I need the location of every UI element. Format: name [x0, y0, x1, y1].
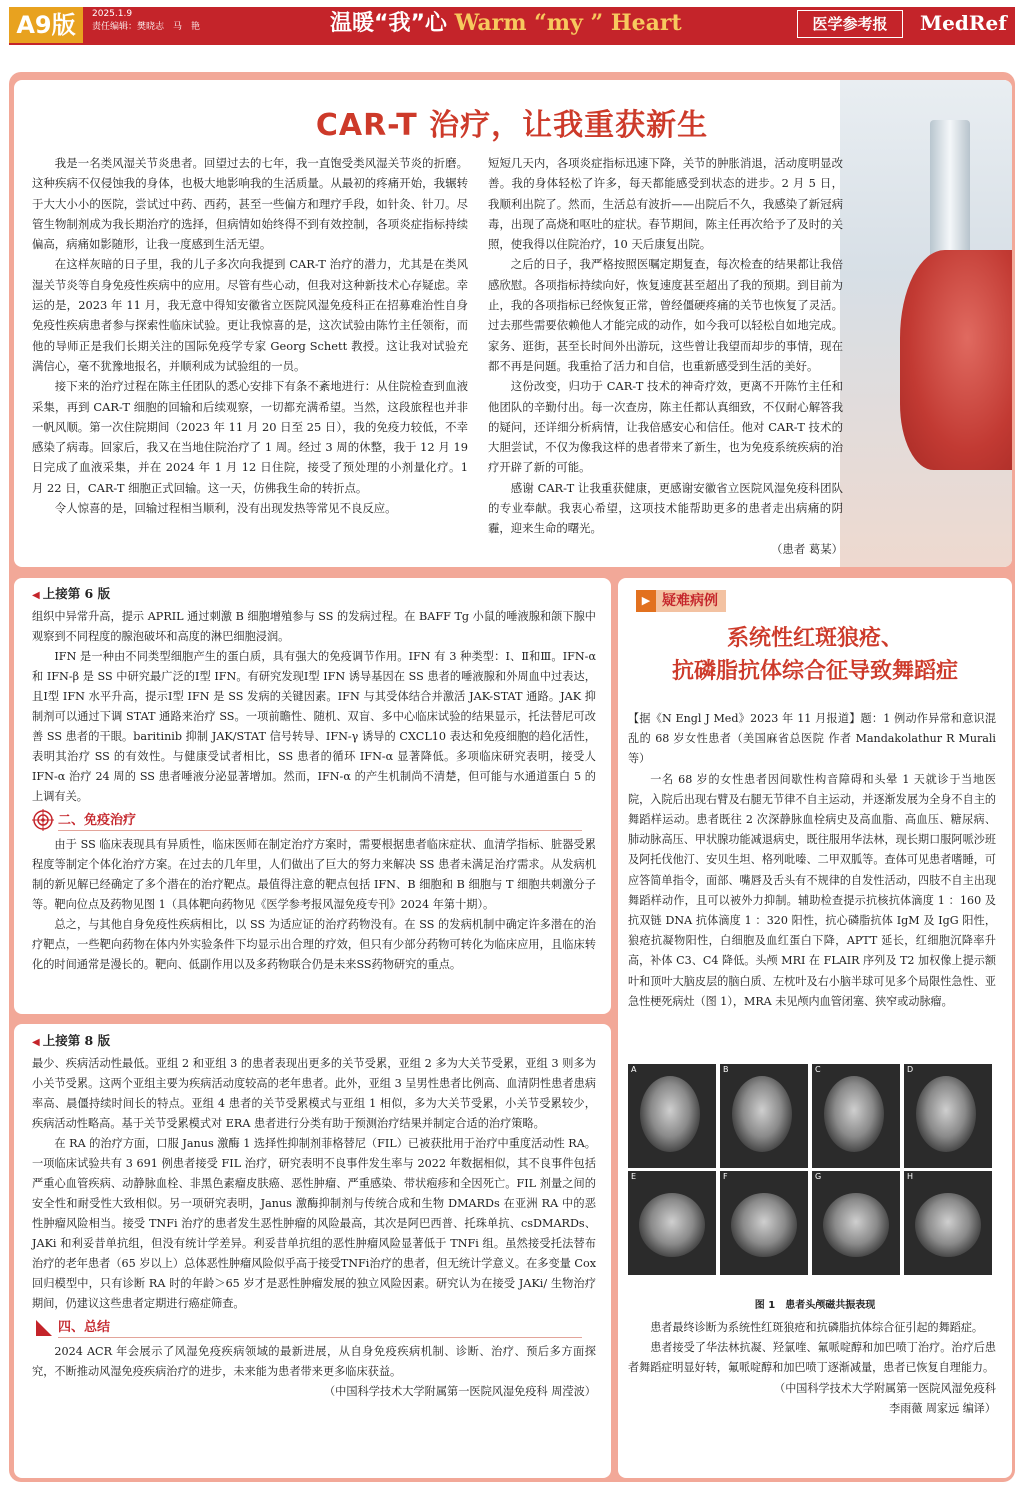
- mri-panel-label: H: [907, 1172, 914, 1181]
- section-heading: [32, 1316, 596, 1340]
- mri-panel-label: D: [907, 1065, 914, 1074]
- section-divider: [58, 830, 582, 831]
- article1-right-column: [488, 153, 843, 559]
- editors: 责任编辑：樊晓志 马 艳: [92, 22, 201, 32]
- mri-panel: [904, 1064, 992, 1168]
- paragraph: 患者最终诊断为系统性红斑狼疮和抗磷脂抗体综合征引起的舞蹈症。: [650, 1321, 984, 1334]
- mri-panel: [720, 1064, 808, 1168]
- paragraph: 令人惊喜的是，回输过程相当顺利，没有出现发热等常见不良反应。: [54, 501, 397, 516]
- brain-scan-image: [732, 1076, 792, 1152]
- mri-panel: [812, 1171, 900, 1275]
- article2-body: [32, 584, 596, 975]
- mri-panel: [628, 1064, 716, 1168]
- case-tag-label: 疑难病例: [662, 593, 718, 609]
- section-heading: [32, 809, 596, 833]
- case-title-line1: 系统性红斑狼疮、: [726, 626, 903, 651]
- mri-panel: [904, 1171, 992, 1275]
- case-title: [618, 622, 1012, 688]
- brain-scan-image: [916, 1076, 976, 1152]
- paragraph: 一名 68 岁的女性患者因间歇性构音障碍和头晕 1 天就诊于当地医院，入院后出现右臂及右腿无节律不自主运动，并逐渐发展为全身不自主的舞蹈样运动。患者既往 2 次深静脉血栓病史及高血脂、高血压、糖尿病、肺动脉高压、甲状腺功能减退病史，既往服用华法林，现长期口服阿哌沙班及阿托伐他汀、安贝生坦、格列吡嗪、二甲双胍等。查体可见患者嗜睡，可应答简单指令，面部、嘴唇及舌头有不规律的自发性活动，四肢不自主出现舞蹈样动作，且可以被外力抑制。辅助检查提示抗核抗体滴度 1 ：160 及抗双链 DNA 抗体滴度 1 ：320 阳性，抗心磷脂抗体 IgM 及 IgG 阳性，狼疮抗凝物阳性，白细胞及血红蛋白下降，APTT 延长，红细胞沉降率升高，补体 C3、C4 降低。头颅 MRI 在 FLAIR 序列及 T2 加权像上提示额叶和顶叶大脑皮层的脑白质、左枕叶及右小脑半球可见多个局限性急性、亚急性梗死病灶（图 1），MRA 未见颅内血管闭塞、狭窄或动脉瘤。: [628, 772, 996, 1008]
- mri-panel: [720, 1171, 808, 1275]
- column-title-cn: 温暖“我”心: [330, 11, 455, 36]
- paragraph: 这份改变，归功于 CAR-T 技术的神奇疗效，更离不开陈竹主任和他团队的辛勤付出。每一次查房，陈主任都认真细致，不仅耐心解答我的疑问，还详细分析病情，让我倍感安心和信任。他对 CAR-T 技术的大胆尝试，不仅为像我这样的患者带来了新生，也为免疫系统疾病的治疗开辟了新的可能。: [488, 379, 843, 475]
- section-divider: [58, 1337, 582, 1338]
- paragraph: 感谢 CAR-T 让我重获健康，更感谢安徽省立医院风湿免疫科团队的专业奉献。我衷心希望，这项技术能帮助更多的患者走出病痛的阴霾，迎来生命的曙光。: [488, 480, 843, 536]
- case-tag: [636, 590, 726, 612]
- brain-scan-image: [915, 1193, 981, 1257]
- article-title: CAR-T 治疗，让我重获新生: [315, 108, 709, 143]
- paragraph: 在这样灰暗的日子里，我的儿子多次向我提到 CAR-T 治疗的潜力，尤其是在类风湿关节炎等自身免疫性疾病中的应用。尽管有些心动，但我对这种新技术心存疑虑。幸运的是，2023 年 11 月，我无意中得知安徽省立医院风湿免疫科正在招募难治性自身免疫性疾病患者参与探索性临床试验。更让我惊喜的是，这次试验由陈竹主任领衔，而他的导师正是我们长期关注的国际免疫学专家 Georg Schett 教授。这让我对试验充满信心，毫不犹豫地报名，并顺利成为试验组的一员。: [32, 257, 468, 373]
- figure-caption: 图 1 患者头颅磁共振表现: [754, 1300, 876, 1311]
- page-badge: A9版: [9, 7, 83, 43]
- article1-left-column: [32, 153, 468, 518]
- brain-scan-image: [824, 1076, 884, 1152]
- mri-panel-label: F: [723, 1172, 728, 1181]
- mri-panel-label: A: [631, 1065, 637, 1074]
- paragraph: 2024 ACR 年会展示了风湿免疫疾病领域的最新进展，从自身免疫疾病机制、诊断、治疗、预后多方面探究，不断推动风湿免疫疾病治疗的进步，未来能为患者带来更多临床获益。: [32, 1345, 596, 1378]
- publication-logo: MedRef: [920, 11, 1007, 35]
- paragraph: 患者接受了华法林抗凝、羟氯喹、氟哌啶醇和加巴喷丁治疗。治疗后患者舞蹈症明显好转，氟哌啶醇和加巴喷丁逐渐减量，患者已恢复自理能力。: [628, 1341, 996, 1375]
- mri-panel: [812, 1064, 900, 1168]
- column-title-en: Warm “my ” Heart: [454, 10, 682, 36]
- publication-name: 医学参考报: [797, 10, 903, 38]
- brain-scan-image: [640, 1076, 700, 1152]
- mri-panel-label: G: [815, 1172, 822, 1181]
- case-title-line2: 抗磷脂抗体综合征导致舞蹈症: [671, 659, 958, 684]
- issue-date: 2025.1.9: [92, 9, 133, 19]
- target-icon: [32, 809, 54, 831]
- paragraph: IFN 是一种由不同类型细胞产生的蛋白质，具有强大的免疫调节作用。IFN 有 3 种类型：Ⅰ、Ⅱ和Ⅲ。IFN-α 和 IFN-β 是 SS 中研究最广泛的Ⅰ型 IFN。有研究发现Ⅰ型 IFN 诱导基因在 SS 患者的唾液腺和外周血中过表达，且Ⅰ型 IFN 水平升高，提示Ⅰ型 IFN 是 SS 发病的关键因素。IFN 与其受体结合并激活 JAK-STAT 通路。JAK 抑制剂可以通过下调 STAT 通路来治疗 SS。一项前瞻性、随机、双盲、多中心临床试验的结果显示，托法替尼可改善 SS 患者的干眼。baritinib 抑制 JAK/STAT 信号转导、IFN-γ 诱导的 CXCL10 表达和免疫细胞的趋化活性，表明其治疗 SS 的有效性。与健康受试者相比，SS 患者的循环 IFN-α 显著降低。多项临床研究表明，接受人 IFN-α 治疗 24 周的 SS 患者唾液分泌显著增加。然而，IFN-α 的产生机制尚不清楚，但可能与水通道蛋白 5 的上调有关。: [32, 650, 596, 803]
- section-title: 二、免疫治疗: [58, 813, 137, 828]
- author-signature: （患者 葛某）: [771, 541, 843, 556]
- paragraph: 接下来的治疗过程在陈主任团队的悉心安排下有条不紊地进行：从住院检查到血液采集，再到 CAR-T 细胞的回输和后续观察，一切都充满希望。当然，这段旅程也并非一帆风顺。第一次住院期间（2023 年 11 月 20 日至 25 日），我的免疫力较低，不幸感染了病毒。回家后，我又在当地住院治疗了 1 周。经过 3 周的休整，我于 12 月 19 日完成了血液采集，并在 2024 年 1 月 12 日住院，接受了预处理的小剂量化疗。1 月 22 日，CAR-T 细胞正式回输。这一天，仿佛我生命的转折点。: [32, 379, 468, 495]
- paragraph: 短短几天内，各项炎症指标迅速下降，关节的肿胀消退，活动度明显改善。我的身体轻松了许多，每天都能感受到状态的进步。2 月 5 日，我顺利出院了。然而，生活总有波折——出院后不久，我感染了新冠病毒，出现了高烧和呕吐的症状。春节期间，陈主任再次给予了及时的关照，使我得以住院治疗，10 天后康复出院。: [488, 156, 843, 252]
- paragraph: 总之，与其他自身免疫性疾病相比，以 SS 为适应证的治疗药物没有。在 SS 的发病机制中确定许多潜在的治疗靶点，一些靶向药物在体内外实验条件下均显示出合理的疗效，但只有少部分药物可转化为临床应用，且临床转化的时间通常是漫长的。靶向、低副作用以及多药物联合仍是未来SS药物研究的重点。: [32, 918, 596, 971]
- paragraph: 由于 SS 临床表现具有异质性，临床医师在制定治疗方案时，需要根据患者临床症状、血清学指标、脏器受累程度等制定个体化治疗方案。在过去的几年里，人们做出了巨大的努力来解决 SS 患者未满足治疗需求。从发病机制的新见解已经确定了多个潜在的治疗靶点。最值得注意的靶点包括 IFN、B 细胞和 B 细胞与 T 细胞共刺激分子等。靶向位点及药物见图 1（具体靶向药物见《医学参考报风湿免疫专刊》2024 年第十期）。: [32, 838, 596, 911]
- brain-scan-image: [823, 1193, 889, 1257]
- continued-label: ◀ 上接第 6 版: [32, 584, 596, 606]
- paragraph: 最少、疾病活动性最低。亚组 2 和亚组 3 的患者表现出更多的关节受累，亚组 2 多为大关节受累，亚组 3 则多为小关节受累。这两个亚组主要为疾病活动度较高的老年患者。此外，亚组 3 呈男性患者比例高、血清阴性患者患病率高、晨僵持续时间长的特点。亚组 4 患者的关节受累模式与亚组 1 相似，多为大关节受累，小关节受累较少，疾病活动性略高。基于关节受累模式对 ERA 患者进行分类有助于预测治疗结果并制定合适的治疗策略。: [32, 1057, 596, 1130]
- paragraph: 我是一名类风湿关节炎患者。回望过去的七年，我一直饱受类风湿关节炎的折磨。这种疾病不仅侵蚀我的身体，也极大地影响我的生活质量。从最初的疼痛开始，我辗转于大大小小的医院，尝试过中药、西药，甚至一些偏方和理疗手段，如针灸、针刀。尽管生物制剂成为我长期治疗的选择，但病情如始终得不到有效控制，各项炎症指标持续偏高，病痛如影随形，让我一度感到生活无望。: [32, 156, 468, 252]
- translator-line2: 李雨薇 周家远 编译）: [889, 1401, 996, 1415]
- paragraph: 组织中异常升高，提示 APRIL 通过刺激 B 细胞增殖参与 SS 的发病过程。在 BAFF Tg 小鼠的唾液腺和颌下腺中观察到不同程度的腺泡破坏和高度的淋巴细胞浸润。: [32, 610, 596, 643]
- translator-line1: （中国科学技术大学附属第一医院风湿免疫科: [774, 1381, 996, 1395]
- author-signature: （中国科学技术大学附属第一医院风湿免疫科 周滢波）: [323, 1385, 596, 1398]
- brain-scan-image: [639, 1193, 705, 1257]
- continued-label: ◀ 上接第 8 版: [32, 1031, 596, 1053]
- paragraph: 之后的日子，我严格按照医嘱定期复查，每次检查的结果都让我倍感欣慰。各项指标持续向好，恢复速度甚至超出了我的预期。到目前为止，我的各项指标已经恢复正常，曾经僵硬疼痛的关节也恢复了灵活。过去那些需要依赖他人才能完成的动作，如今我可以轻松自如地完成。家务、逛街，甚至长时间外出游玩，这些曾让我望而却步的事情，现在都不再是问题。我重拾了活力和自信，也重新感受到生活的美好。: [488, 257, 843, 373]
- section-title: 四、总结: [58, 1320, 111, 1335]
- glove-graphic: [900, 250, 1012, 470]
- play-icon: ▶: [636, 590, 656, 612]
- mri-panel-label: B: [723, 1065, 729, 1074]
- brain-scan-image: [731, 1193, 797, 1257]
- case-body-top: [628, 709, 996, 1012]
- header-meta: [92, 8, 200, 34]
- mri-panel-label: E: [631, 1172, 637, 1181]
- column-title: [330, 8, 682, 39]
- case-lead: 【据《N Engl J Med》2023 年 11 月报道】题：1 例动作异常和意识混乱的 68 岁女性患者（美国麻省总医院 作者 Mandakolathur R Murali 等）: [628, 712, 996, 766]
- section-marker-icon: [34, 1318, 54, 1338]
- paragraph: 在 RA 的治疗方面，口服 Janus 激酶 1 选择性抑制剂菲格替尼（FIL）已被获批用于治疗中重度活动性 RA。一项临床试验共有 3 691 例患者接受 FIL 治疗，研究表明不良事件发生率与 2022 年数据相似，其不良事件包括严重心血管疾病、动静脉血栓、非黑色素瘤皮肤癌、恶性肿瘤、严重感染、带状疱疹和全因死亡。FIL 剂量之间的安全性和耐受性大致相似。另一项研究表明，Janus 激酶抑制剂与传统合成和生物 DMARDs 在亚洲 RA 中的恶性肿瘤风险相当。接受 TNFi 治疗的患者发生恶性肿瘤的风险最高，其次是阿巴西普、托珠单抗、csDMARDs、JAKi 和利妥昔单抗组，但没有统计学差异。利妥昔单抗组的恶性肿瘤风险显著低于 TNFi 组。虽然接受托法替布治疗的老年患者（65 岁以上）总体恶性肿瘤风险似乎高于接受TNFi治疗的患者，但无统计学意义。在多变量 Cox 回归模型中，只有诊断 RA 时的年龄＞65 岁才是恶性肿瘤发展的独立风险因素。研究认为在接受 JAKi/ 生物治疗期间，仍建议这些患者定期进行癌症筛查。: [32, 1137, 597, 1310]
- case-body-bottom: [628, 1318, 996, 1419]
- mri-panel-label: C: [815, 1065, 821, 1074]
- mri-panel: [628, 1171, 716, 1275]
- article3-body: [32, 1031, 596, 1402]
